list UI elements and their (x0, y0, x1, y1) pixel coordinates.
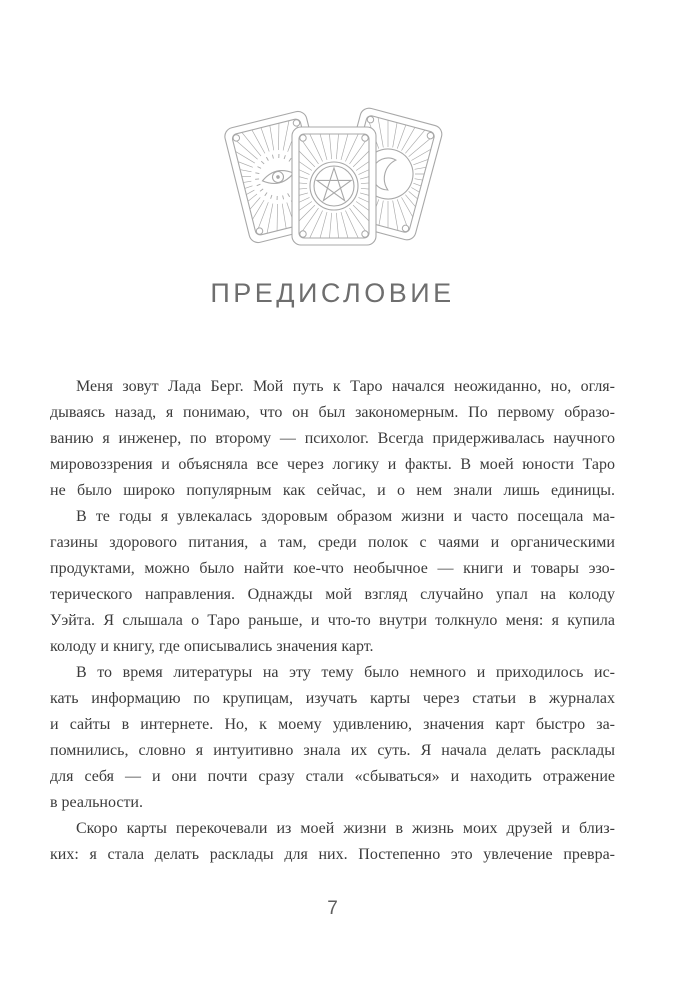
text-line: Меня зовут Лада Берг. Мой путь к Таро начался неожиданно, но, огля- (76, 378, 615, 395)
page-number: 7 (327, 898, 338, 919)
text-line: и сайты в интернете. Но, к моему удивлению, значения карт быстро за- (50, 716, 615, 733)
text-line: В то время литературы на эту тему было немного и приходилось ис- (76, 664, 615, 681)
paragraph (50, 816, 615, 868)
text-line: в реальности. (50, 794, 143, 811)
text-line: Уэйта. Я слышала о Таро раньше, и что-то внутри толкнуло меня: я купила (50, 612, 615, 629)
paragraphs (50, 374, 615, 868)
text-line: для себя — и они почти сразу стали «сбываться» и находить отражение (50, 768, 615, 785)
page-content (50, 104, 615, 920)
text-line: ких: я стала делать расклады для них. Постепенно это увлечение превра- (50, 846, 615, 863)
text-line: помнились, словно я интуитивно знала их суть. Я начала делать расклады (50, 742, 615, 759)
paragraph (50, 374, 615, 504)
paragraph (50, 504, 615, 660)
chapter-title: ПРЕДИСЛОВИЕ (210, 278, 455, 308)
text-line: терического направления. Однажды мой взгляд случайно упал на колоду (50, 586, 615, 603)
text-line: кать информацию по крупицам, изучать карты через статьи в журналах (50, 690, 615, 707)
text-line: мировоззрения и объясняла все через логику и факты. В моей юности Таро (50, 456, 615, 473)
text-line: колоду и книгу, где описывались значения карт. (50, 638, 374, 655)
text-line: не было широко популярным как сейчас, и о нем знали лишь единицы. (50, 482, 615, 499)
text-line: Скоро карты перекочевали из моей жизни в жизнь моих друзей и близ- (76, 820, 615, 837)
text-line: газины здорового питания, а там, среди полок с чаями и органическими (50, 534, 615, 551)
paragraph (50, 660, 615, 816)
text-line: продуктами, можно было найти кое-что необычное — книги и товары эзо- (50, 560, 615, 577)
text-line: ванию я инженер, по второму — психолог. Всегда придерживалась научного (50, 430, 615, 447)
text-line: В те годы я увлекалась здоровым образом жизни и часто посещала ма- (76, 508, 615, 525)
tarot-cards-illustration (218, 104, 448, 256)
text-line: дываясь назад, я понимаю, что он был закономерным. По первому образо- (50, 404, 615, 421)
